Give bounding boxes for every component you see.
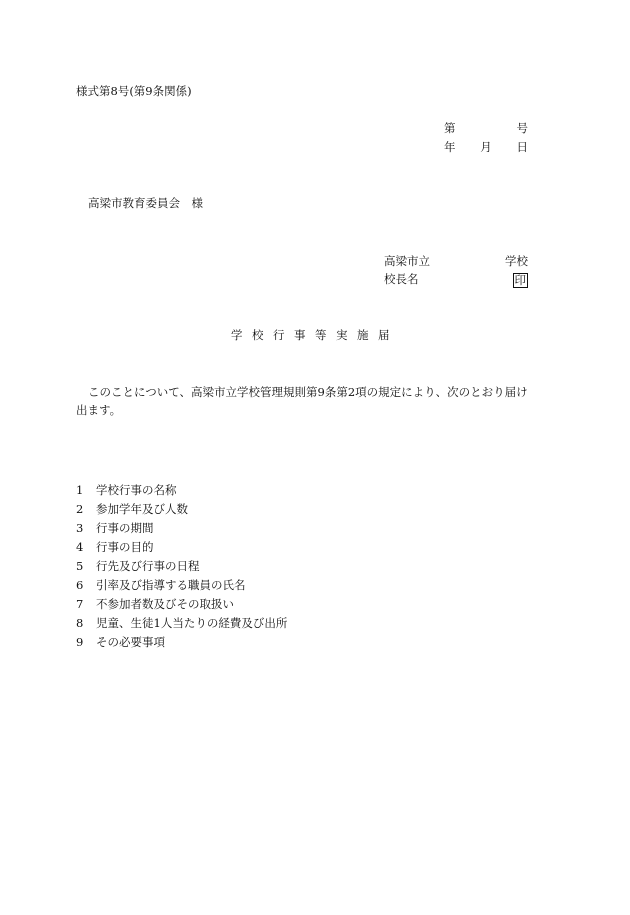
number-suffix: 号 bbox=[516, 121, 528, 135]
list-item bbox=[76, 519, 287, 538]
list-item bbox=[76, 614, 287, 633]
date-year: 年 bbox=[444, 140, 456, 154]
item-number: 4 bbox=[76, 540, 84, 554]
document-number-row bbox=[444, 122, 528, 136]
item-label: 引率及び指導する職員の氏名 bbox=[96, 578, 246, 592]
seal-mark: 印 bbox=[514, 273, 526, 287]
list-item bbox=[76, 633, 287, 652]
item-number: 2 bbox=[76, 502, 84, 516]
item-number: 8 bbox=[76, 616, 84, 630]
sender-school bbox=[384, 255, 528, 269]
list-item bbox=[76, 595, 287, 614]
item-number: 5 bbox=[76, 559, 84, 573]
item-label: 行事の目的 bbox=[96, 540, 154, 554]
list-item bbox=[76, 576, 287, 595]
school-prefix: 高梁市立 bbox=[384, 254, 430, 268]
form-number-label: 様式第8号(第9条関係) bbox=[76, 84, 192, 98]
school-suffix: 学校 bbox=[505, 254, 528, 268]
item-list bbox=[76, 481, 287, 652]
item-label: 行先及び行事の日程 bbox=[96, 559, 200, 573]
item-number: 6 bbox=[76, 578, 84, 592]
item-number: 7 bbox=[76, 597, 84, 611]
principal-label: 校長名 bbox=[384, 272, 419, 286]
sender-principal bbox=[384, 273, 528, 288]
item-label: その必要事項 bbox=[96, 635, 165, 649]
item-number: 1 bbox=[76, 483, 84, 497]
list-item bbox=[76, 538, 287, 557]
item-label: 参加学年及び人数 bbox=[96, 502, 188, 516]
date-day: 日 bbox=[516, 140, 528, 154]
item-label: 学校行事の名称 bbox=[96, 483, 177, 497]
date-month: 月 bbox=[480, 140, 492, 154]
list-item bbox=[76, 557, 287, 576]
item-number: 3 bbox=[76, 521, 84, 535]
body-paragraph: このことについて、高梁市立学校管理規則第9条第2項の規定により、次のとおり届け出ます。 bbox=[76, 385, 528, 417]
item-label: 児童、生徒1人当たりの経費及び出所 bbox=[96, 616, 288, 630]
item-label: 行事の期間 bbox=[96, 521, 154, 535]
list-item bbox=[76, 481, 287, 500]
addressee: 高梁市教育委員会 様 bbox=[88, 196, 203, 210]
number-prefix: 第 bbox=[444, 121, 456, 135]
date-row bbox=[444, 141, 528, 155]
list-item bbox=[76, 500, 287, 519]
item-number: 9 bbox=[76, 635, 84, 649]
document-title: 学校行事等実施届 bbox=[231, 328, 399, 342]
item-label: 不参加者数及びその取扱い bbox=[96, 597, 234, 611]
